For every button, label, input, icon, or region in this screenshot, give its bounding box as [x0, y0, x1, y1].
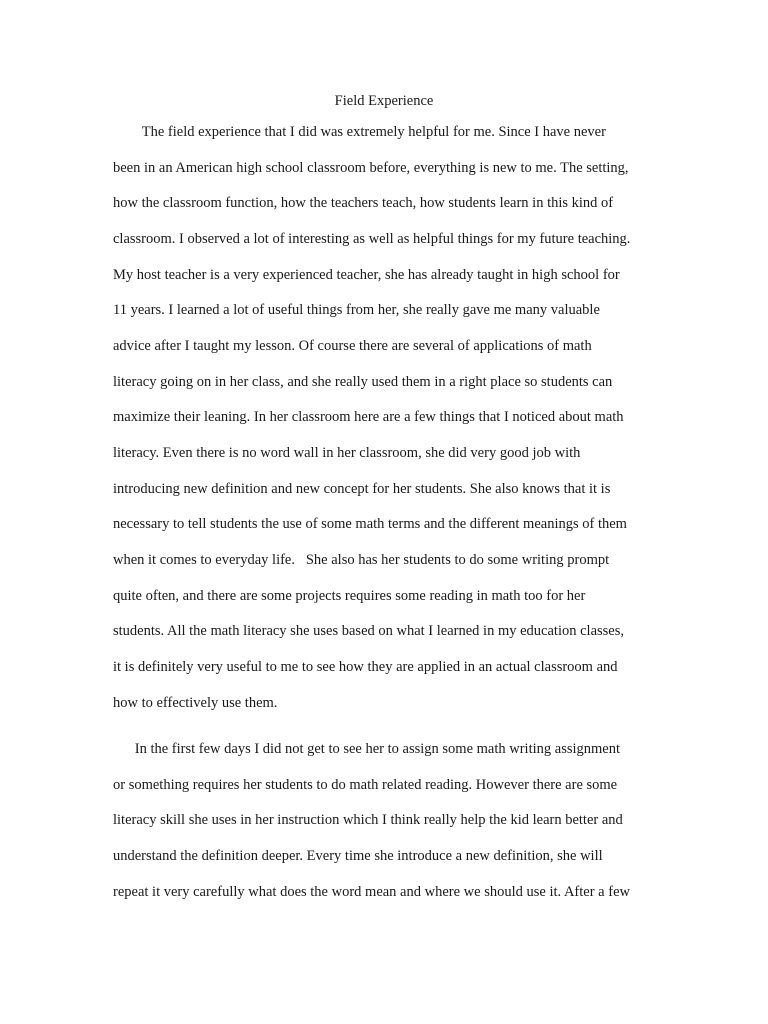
paragraph-2-line-1: In the first few days I did not get to see her to assign some math writing assignment [113, 741, 621, 757]
paragraph-1-line-1: The field experience that I did was extremely helpful for me. Since I have never [113, 124, 606, 140]
paragraph-1-line-7: advice after I taught my lesson. Of course there are several of applications of math [113, 338, 592, 354]
paragraph-1-line-17: how to effectively use them. [113, 695, 278, 711]
paragraph-2-line-5: repeat it very carefully what does the word mean and where we should use it. After a few [113, 884, 630, 900]
paragraph-1-line-11: introducing new definition and new concept for her students. She also knows that it is [113, 481, 611, 497]
paragraph-1-line-13: when it comes to everyday life. She also has her students to do some writing prompt [113, 552, 610, 568]
paragraph-1-line-4: classroom. I observed a lot of interesting as well as helpful things for my future teaching. [113, 231, 631, 247]
paragraph-1-line-14: quite often, and there are some projects requires some reading in math too for her [113, 588, 586, 604]
paragraph-2-line-4: understand the definition deeper. Every time she introduce a new definition, she will [113, 848, 603, 864]
document-title: Field Experience [334, 93, 434, 109]
paragraph-2-line-3: literacy skill she uses in her instruction which I think really help the kid learn better and [113, 812, 623, 828]
paragraph-1-line-15: students. All the math literacy she uses based on what I learned in my education classes, [113, 623, 624, 639]
paragraph-2-line-2: or something requires her students to do math related reading. However there are some [113, 777, 618, 793]
paragraph-1-line-2: been in an American high school classroom before, everything is new to me. The setting, [113, 160, 629, 176]
paragraph-1-line-10: literacy. Even there is no word wall in her classroom, she did very good job with [113, 445, 581, 461]
paragraph-1-line-9: maximize their leaning. In her classroom here are a few things that I noticed about math [113, 409, 624, 425]
paragraph-1-line-16: it is definitely very useful to me to see how they are applied in an actual classroom and [113, 659, 618, 675]
paragraph-1-line-3: how the classroom function, how the teachers teach, how students learn in this kind of [113, 195, 614, 211]
paragraph-1-line-8: literacy going on in her class, and she really used them in a right place so students can [113, 374, 613, 390]
paragraph-1-line-12: necessary to tell students the use of some math terms and the different meanings of them [113, 516, 627, 532]
paragraph-1-line-6: 11 years. I learned a lot of useful things from her, she really gave me many valuable [113, 302, 600, 318]
paragraph-1-line-5: My host teacher is a very experienced teacher, she has already taught in high school for [113, 267, 620, 283]
